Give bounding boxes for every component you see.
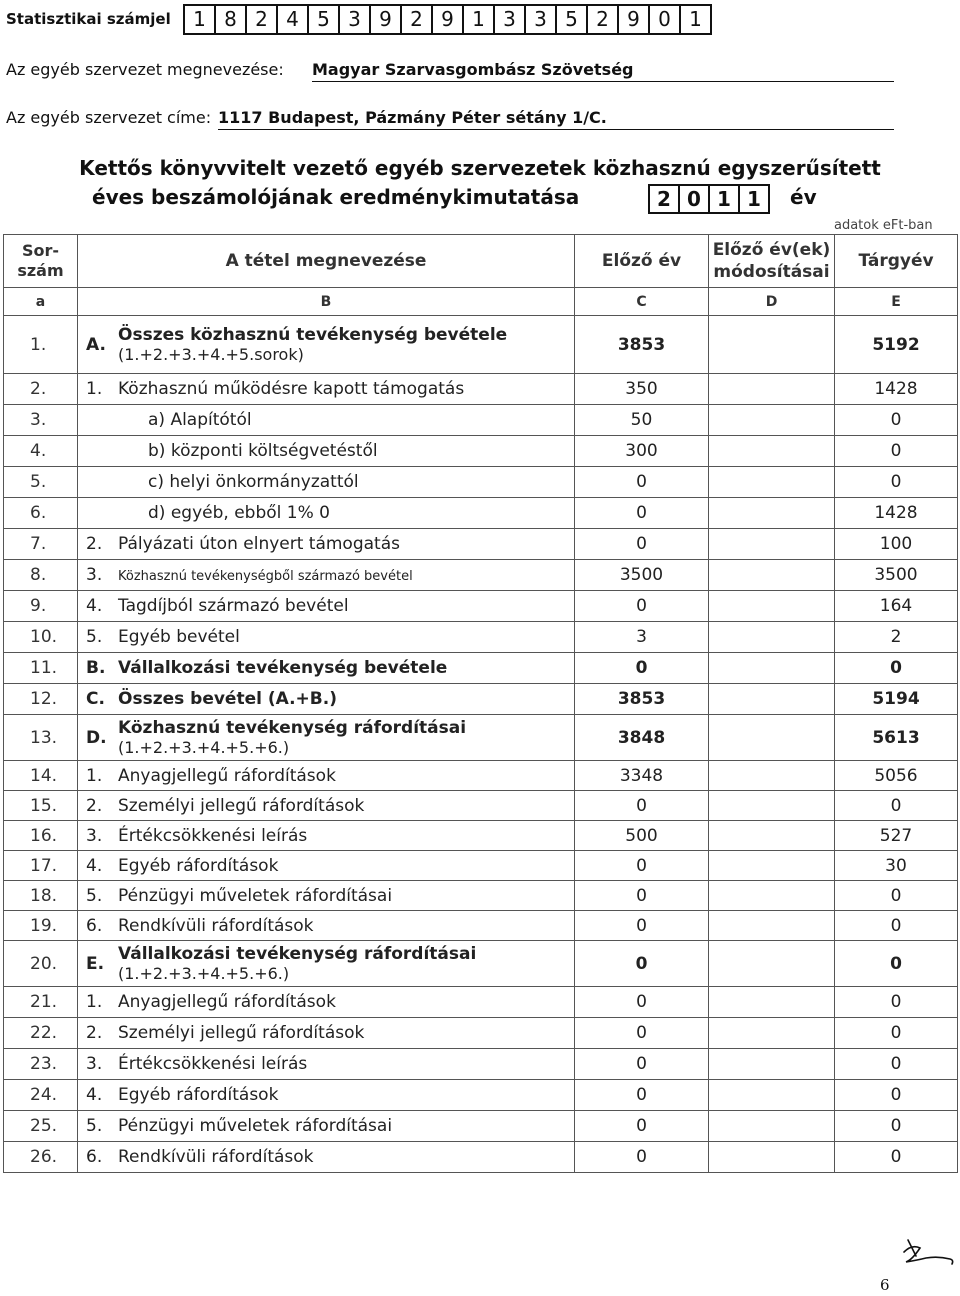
prev-year-value: 0 — [575, 1111, 709, 1142]
table-row — [4, 1049, 958, 1080]
prev-year-value: 0 — [575, 653, 709, 684]
header-prev-modifications: Előző év(ek) módosításai — [709, 235, 835, 288]
header-current-year: Tárgyév — [835, 235, 958, 288]
row-code: 3. — [86, 1054, 103, 1074]
row-code: 5. — [86, 627, 103, 647]
current-year-value: 3500 — [835, 560, 958, 591]
prev-modification-value — [709, 467, 835, 498]
current-year-value: 2 — [835, 622, 958, 653]
row-label: a) Alapítótól — [148, 410, 252, 430]
current-year-value: 1428 — [835, 374, 958, 405]
letter-c: C — [575, 288, 709, 316]
stat-digit: 3 — [526, 6, 557, 33]
year-boxes — [648, 184, 770, 214]
org-name-value: Magyar Szarvasgombász Szövetség — [312, 60, 894, 82]
row-item-name — [78, 715, 575, 761]
stat-digit: 1 — [464, 6, 495, 33]
row-label: Értékcsökkenési leírás — [118, 1054, 308, 1074]
row-code: 2. — [86, 795, 103, 816]
prev-year-value: 0 — [575, 498, 709, 529]
prev-modification-value — [709, 591, 835, 622]
stat-number-boxes — [183, 4, 712, 35]
prev-modification-value — [709, 653, 835, 684]
prev-year-value: 0 — [575, 467, 709, 498]
row-item-name — [78, 881, 575, 911]
prev-year-value: 3853 — [575, 684, 709, 715]
row-item-name — [78, 1142, 575, 1173]
stat-digit: 9 — [619, 6, 650, 33]
table-row — [4, 529, 958, 560]
row-item-name — [78, 987, 575, 1018]
row-code: 2. — [86, 534, 103, 554]
stat-digit: 2 — [588, 6, 619, 33]
row-item-name — [78, 1018, 575, 1049]
prev-year-value: 3348 — [575, 761, 709, 791]
row-label: Vállalkozási tevékenység ráfordításai — [118, 944, 477, 964]
row-code: 3. — [86, 565, 103, 585]
stat-digit: 1 — [681, 6, 712, 33]
prev-year-value: 3848 — [575, 715, 709, 761]
table-row — [4, 316, 958, 374]
row-number: 17. — [4, 851, 78, 881]
prev-modification-value — [709, 405, 835, 436]
row-code: 1. — [86, 992, 103, 1012]
row-number: 9. — [4, 591, 78, 622]
table-row — [4, 911, 958, 941]
row-number: 8. — [4, 560, 78, 591]
prev-modification-value — [709, 941, 835, 987]
page-number: 6 — [880, 1276, 890, 1294]
current-year-value: 0 — [835, 881, 958, 911]
row-item-name — [78, 436, 575, 467]
prev-year-value: 50 — [575, 405, 709, 436]
header-prev-year: Előző év — [575, 235, 709, 288]
row-number: 12. — [4, 684, 78, 715]
prev-modification-value — [709, 684, 835, 715]
row-label: Közhasznú működésre kapott támogatás — [118, 379, 465, 399]
current-year-value: 5613 — [835, 715, 958, 761]
current-year-value: 0 — [835, 467, 958, 498]
row-code: 4. — [86, 596, 103, 616]
row-item-name — [78, 1111, 575, 1142]
row-number: 1. — [4, 316, 78, 374]
stat-digit: 1 — [185, 6, 216, 33]
table-row — [4, 498, 958, 529]
row-label: Közhasznú tevékenység ráfordításai — [118, 718, 467, 738]
row-code: C. — [86, 689, 105, 709]
row-label: Pénzügyi műveletek ráfordításai — [118, 1116, 393, 1136]
row-label: Anyagjellegű ráfordítások — [118, 765, 336, 786]
prev-year-value: 500 — [575, 821, 709, 851]
row-label: Közhasznú tevékenységből származó bevétel — [118, 569, 413, 584]
prev-year-value: 0 — [575, 1142, 709, 1173]
stat-digit: 0 — [650, 6, 681, 33]
stat-digit: 3 — [495, 6, 526, 33]
org-name-label: Az egyéb szervezet megnevezése: — [6, 60, 284, 79]
row-number: 26. — [4, 1142, 78, 1173]
row-code: 6. — [86, 915, 103, 936]
row-label: Vállalkozási tevékenység bevétele — [118, 658, 448, 678]
current-year-value: 5192 — [835, 316, 958, 374]
row-label-formula: (1.+2.+3.+4.+5.+6.) — [118, 738, 290, 757]
row-number: 21. — [4, 987, 78, 1018]
current-year-value: 0 — [835, 1018, 958, 1049]
stat-digit: 9 — [433, 6, 464, 33]
prev-year-value: 0 — [575, 941, 709, 987]
letter-d: D — [709, 288, 835, 316]
table-row — [4, 941, 958, 987]
prev-year-value: 0 — [575, 911, 709, 941]
row-item-name — [78, 941, 575, 987]
current-year-value: 5056 — [835, 761, 958, 791]
current-year-value: 0 — [835, 1049, 958, 1080]
table-row — [4, 1018, 958, 1049]
stat-digit: 2 — [247, 6, 278, 33]
current-year-value: 164 — [835, 591, 958, 622]
letter-e: E — [835, 288, 958, 316]
row-code: 4. — [86, 855, 103, 876]
prev-modification-value — [709, 1142, 835, 1173]
row-item-name — [78, 791, 575, 821]
row-item-name — [78, 1080, 575, 1111]
prev-year-value: 3 — [575, 622, 709, 653]
table-row — [4, 622, 958, 653]
prev-modification-value — [709, 987, 835, 1018]
row-item-name — [78, 316, 575, 374]
current-year-value: 100 — [835, 529, 958, 560]
row-code: 4. — [86, 1085, 103, 1105]
row-number: 6. — [4, 498, 78, 529]
table-row — [4, 987, 958, 1018]
stat-digit: 3 — [340, 6, 371, 33]
stat-digit: 2 — [402, 6, 433, 33]
prev-year-value: 0 — [575, 987, 709, 1018]
row-item-name — [78, 761, 575, 791]
report-title-line1: Kettős könyvvitelt vezető egyéb szervezetek közhasznú egyszerűsített — [79, 156, 881, 180]
prev-modification-value — [709, 715, 835, 761]
row-item-name — [78, 591, 575, 622]
letter-a: a — [4, 288, 78, 316]
stat-number-label: Statisztikai számjel — [6, 10, 171, 28]
row-number: 25. — [4, 1111, 78, 1142]
prev-modification-value — [709, 436, 835, 467]
row-label: d) egyéb, ebből 1% 0 — [148, 503, 330, 523]
row-label: Összes közhasznú tevékenység bevétele — [118, 325, 508, 345]
prev-modification-value — [709, 622, 835, 653]
row-label: Rendkívüli ráfordítások — [118, 915, 314, 936]
prev-modification-value — [709, 1018, 835, 1049]
table-row — [4, 684, 958, 715]
prev-year-value: 0 — [575, 1049, 709, 1080]
current-year-value: 0 — [835, 405, 958, 436]
prev-year-value: 0 — [575, 1018, 709, 1049]
row-label: Pénzügyi műveletek ráfordításai — [118, 885, 393, 906]
row-number: 18. — [4, 881, 78, 911]
prev-year-value: 350 — [575, 374, 709, 405]
row-item-name — [78, 684, 575, 715]
prev-modification-value — [709, 1049, 835, 1080]
row-code: 5. — [86, 885, 103, 906]
report-title-line2: éves beszámolójának eredménykimutatása — [92, 185, 580, 209]
row-label: Összes bevétel (A.+B.) — [118, 689, 337, 709]
current-year-value: 0 — [835, 436, 958, 467]
current-year-value: 0 — [835, 911, 958, 941]
row-label: Pályázati úton elnyert támogatás — [118, 534, 400, 554]
prev-modification-value — [709, 560, 835, 591]
table-row — [4, 405, 958, 436]
table-row — [4, 881, 958, 911]
table-row — [4, 1142, 958, 1173]
table-row — [4, 653, 958, 684]
row-label: Rendkívüli ráfordítások — [118, 1147, 314, 1167]
row-label: Tagdíjból származó bevétel — [118, 596, 349, 616]
row-label: Egyéb bevétel — [118, 627, 240, 647]
row-number: 15. — [4, 791, 78, 821]
row-item-name — [78, 911, 575, 941]
row-number: 16. — [4, 821, 78, 851]
prev-modification-value — [709, 881, 835, 911]
prev-modification-value — [709, 761, 835, 791]
row-number: 11. — [4, 653, 78, 684]
current-year-value: 527 — [835, 821, 958, 851]
year-digit: 0 — [680, 186, 710, 212]
row-label: b) központi költségvetéstől — [148, 441, 378, 461]
row-label: c) helyi önkormányzattól — [148, 472, 359, 492]
row-label-formula: (1.+2.+3.+4.+5.sorok) — [118, 345, 304, 364]
prev-modification-value — [709, 498, 835, 529]
current-year-value: 0 — [835, 791, 958, 821]
row-code: 1. — [86, 765, 103, 786]
row-number: 14. — [4, 761, 78, 791]
row-label: Anyagjellegű ráfordítások — [118, 992, 336, 1012]
table-row — [4, 715, 958, 761]
row-item-name — [78, 622, 575, 653]
row-item-name — [78, 821, 575, 851]
row-code: 5. — [86, 1116, 103, 1136]
row-number: 23. — [4, 1049, 78, 1080]
prev-modification-value — [709, 1080, 835, 1111]
header-item-name: A tétel megnevezése — [78, 235, 575, 288]
table-row — [4, 791, 958, 821]
row-code: E. — [86, 953, 105, 974]
row-number: 24. — [4, 1080, 78, 1111]
row-code: 6. — [86, 1147, 103, 1167]
row-code: A. — [86, 334, 106, 355]
letter-b: B — [78, 288, 575, 316]
stat-digit: 5 — [557, 6, 588, 33]
prev-year-value: 3853 — [575, 316, 709, 374]
row-number: 5. — [4, 467, 78, 498]
table-row — [4, 467, 958, 498]
current-year-value: 1428 — [835, 498, 958, 529]
year-digit: 2 — [650, 186, 680, 212]
prev-modification-value — [709, 374, 835, 405]
row-label-formula: (1.+2.+3.+4.+5.+6.) — [118, 964, 290, 983]
row-number: 20. — [4, 941, 78, 987]
year-digit: 1 — [710, 186, 740, 212]
prev-modification-value — [709, 851, 835, 881]
prev-modification-value — [709, 1111, 835, 1142]
current-year-value: 0 — [835, 1080, 958, 1111]
current-year-value: 0 — [835, 941, 958, 987]
org-address-label: Az egyéb szervezet címe: — [6, 108, 212, 127]
row-number: 3. — [4, 405, 78, 436]
row-number: 4. — [4, 436, 78, 467]
table-row — [4, 851, 958, 881]
table-row — [4, 761, 958, 791]
current-year-value: 0 — [835, 1111, 958, 1142]
row-code: 3. — [86, 825, 103, 846]
stat-digit: 9 — [371, 6, 402, 33]
row-code: D. — [86, 727, 107, 748]
row-label: Értékcsökkenési leírás — [118, 825, 308, 846]
table-row — [4, 1111, 958, 1142]
prev-modification-value — [709, 911, 835, 941]
stat-digit: 5 — [309, 6, 340, 33]
prev-year-value: 0 — [575, 591, 709, 622]
row-code: 2. — [86, 1023, 103, 1043]
row-item-name — [78, 498, 575, 529]
current-year-value: 30 — [835, 851, 958, 881]
row-number: 10. — [4, 622, 78, 653]
row-label: Egyéb ráfordítások — [118, 1085, 279, 1105]
row-item-name — [78, 1049, 575, 1080]
header-sorszam: Sor- szám — [4, 235, 78, 288]
row-number: 13. — [4, 715, 78, 761]
signature-mark — [898, 1234, 958, 1274]
year-suffix: év — [790, 185, 817, 209]
current-year-value: 0 — [835, 1142, 958, 1173]
row-item-name — [78, 467, 575, 498]
prev-year-value: 0 — [575, 1080, 709, 1111]
row-item-name — [78, 374, 575, 405]
row-number: 22. — [4, 1018, 78, 1049]
current-year-value: 0 — [835, 653, 958, 684]
prev-modification-value — [709, 316, 835, 374]
row-number: 19. — [4, 911, 78, 941]
prev-modification-value — [709, 791, 835, 821]
prev-year-value: 0 — [575, 791, 709, 821]
row-label: Személyi jellegű ráfordítások — [118, 795, 365, 816]
table-row — [4, 591, 958, 622]
row-label: Egyéb ráfordítások — [118, 855, 279, 876]
table-row — [4, 821, 958, 851]
stat-digit: 4 — [278, 6, 309, 33]
row-item-name — [78, 560, 575, 591]
year-digit: 1 — [740, 186, 770, 212]
prev-year-value: 300 — [575, 436, 709, 467]
row-item-name — [78, 529, 575, 560]
row-number: 2. — [4, 374, 78, 405]
current-year-value: 0 — [835, 987, 958, 1018]
prev-modification-value — [709, 529, 835, 560]
table-row — [4, 1080, 958, 1111]
row-item-name — [78, 653, 575, 684]
prev-year-value: 0 — [575, 881, 709, 911]
current-year-value: 5194 — [835, 684, 958, 715]
table-row — [4, 560, 958, 591]
prev-year-value: 0 — [575, 529, 709, 560]
table-row — [4, 374, 958, 405]
row-code: 1. — [86, 379, 103, 399]
row-number: 7. — [4, 529, 78, 560]
row-label: Személyi jellegű ráfordítások — [118, 1023, 365, 1043]
row-item-name — [78, 405, 575, 436]
prev-year-value: 0 — [575, 851, 709, 881]
row-code: B. — [86, 658, 106, 678]
table-row — [4, 436, 958, 467]
prev-year-value: 3500 — [575, 560, 709, 591]
stat-digit: 8 — [216, 6, 247, 33]
unit-note: adatok eFt-ban — [834, 218, 933, 233]
prev-modification-value — [709, 821, 835, 851]
org-address-value: 1117 Budapest, Pázmány Péter sétány 1/C. — [218, 108, 894, 130]
row-item-name — [78, 851, 575, 881]
income-statement-table — [3, 234, 958, 1173]
